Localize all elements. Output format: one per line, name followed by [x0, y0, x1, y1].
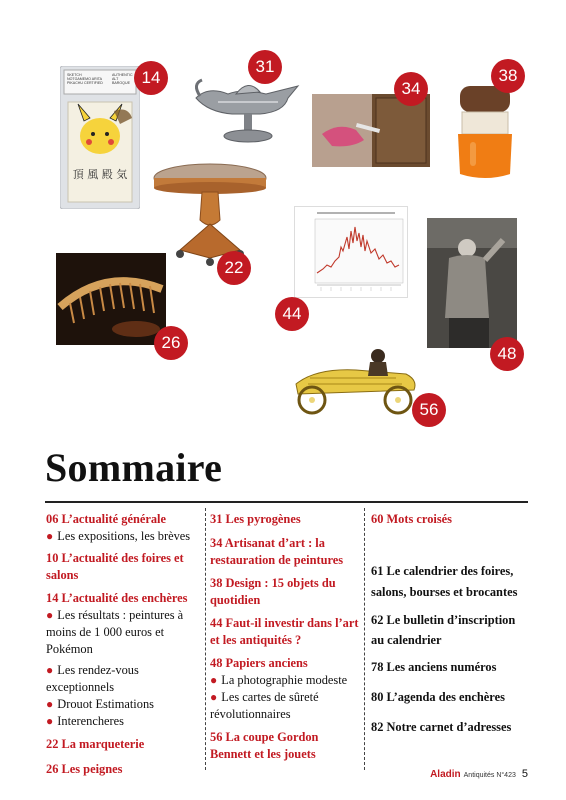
- photo-investment-chart: [294, 206, 408, 298]
- title-rule: [45, 501, 528, 503]
- photo-vintage-miner: [427, 218, 517, 348]
- badge-page: 14: [134, 61, 168, 95]
- toc-subitem[interactable]: ● Les rendez-vous exceptionnels: [46, 663, 139, 694]
- toc-subitem[interactable]: ● Les cartes de sûreté révolutionnaires: [210, 690, 319, 721]
- svg-text:頂 風 殿 気: 頂 風 殿 気: [72, 168, 128, 181]
- photo-comb: [56, 253, 166, 345]
- photo-marquetry-table: [150, 158, 270, 276]
- magazine-brand: Aladin: [430, 769, 461, 780]
- toc-entry[interactable]: 10 L’actualité des foires et salons: [46, 551, 184, 582]
- toc-entry[interactable]: 82 Notre carnet d’adresses: [371, 720, 512, 734]
- issue-number: Antiquités N°423: [463, 772, 516, 779]
- toc-subitem[interactable]: ● Les résultats : peintures à moins de 1 000 euros et Pokémon: [46, 608, 184, 656]
- photo-silver-lamp: [188, 72, 310, 152]
- toc-entry[interactable]: 06 L’actualité générale: [46, 512, 166, 526]
- card-slab-grade: [112, 73, 133, 86]
- page-title: Sommaire: [45, 445, 223, 490]
- toc-entry[interactable]: 48 Papiers anciens: [210, 656, 308, 670]
- toc-entry[interactable]: 78 Les anciens numéros: [371, 660, 497, 674]
- card-label-line: SKETCH: [67, 73, 82, 77]
- photo-graded-pikachu-card: [60, 66, 140, 209]
- toc-entry[interactable]: 34 Artisanat d’art : la restauration de peintures: [210, 536, 344, 567]
- card-label-line: NOTGAMEMO ARITA: [67, 77, 103, 82]
- toc-subitem[interactable]: ● La photographie modeste: [210, 673, 348, 687]
- toc-entry[interactable]: 60 Mots croisés: [371, 512, 452, 526]
- card-grade-line: AUTHENTIC: [112, 73, 133, 77]
- badge-page: 48: [490, 337, 524, 371]
- toc-subitem[interactable]: ● Interencheres: [46, 714, 124, 728]
- toc-entry[interactable]: 26 Les peignes: [46, 762, 123, 776]
- column-divider: [205, 508, 207, 770]
- badge-page: 26: [154, 326, 188, 360]
- contents-column-2: [210, 511, 360, 769]
- toc-entry[interactable]: 38 Design : 15 objets du quotidien: [210, 576, 336, 607]
- toc-entry[interactable]: 22 La marqueterie: [46, 737, 145, 751]
- toc-entry[interactable]: 80 L’agenda des enchères: [371, 690, 505, 704]
- page-footer: [430, 764, 528, 782]
- card-slab-label: [67, 73, 103, 86]
- contents-column-1: [46, 511, 198, 784]
- card-grade-line: BAROQUE: [112, 81, 130, 86]
- column-divider: [364, 508, 366, 770]
- badge-page: 44: [275, 297, 309, 331]
- badge-page: 38: [491, 59, 525, 93]
- page-number: 5: [521, 768, 528, 780]
- card-grade-line: ALT: [112, 77, 119, 82]
- photo-toy-race-car: [286, 334, 424, 418]
- toc-entry[interactable]: 61 Le calendrier des foires, salons, bourses et brocantes: [371, 564, 518, 599]
- badge-page: 34: [394, 72, 428, 106]
- photo-orange-grinder: [452, 82, 518, 182]
- toc-entry[interactable]: 62 Le bulletin d’inscription au calendrier: [371, 613, 516, 647]
- badge-page: 31: [248, 50, 282, 84]
- badge-page: 22: [217, 251, 251, 285]
- toc-subitem[interactable]: ● Les expositions, les brèves: [46, 529, 191, 543]
- badge-page: 56: [412, 393, 446, 427]
- toc-entry[interactable]: 14 L’actualité des enchères: [46, 591, 188, 605]
- toc-entry[interactable]: 56 La coupe Gordon Bennett et les jouets: [210, 730, 319, 761]
- toc-subitem[interactable]: ● Drouot Estimations: [46, 697, 154, 711]
- contents-column-3: [371, 511, 527, 742]
- toc-entry[interactable]: 44 Faut-il investir dans l’art et les antiquités ?: [210, 616, 359, 647]
- toc-entry[interactable]: 31 Les pyrogènes: [210, 512, 301, 526]
- card-label-line: PIKACHU CERTIFIED: [67, 81, 103, 86]
